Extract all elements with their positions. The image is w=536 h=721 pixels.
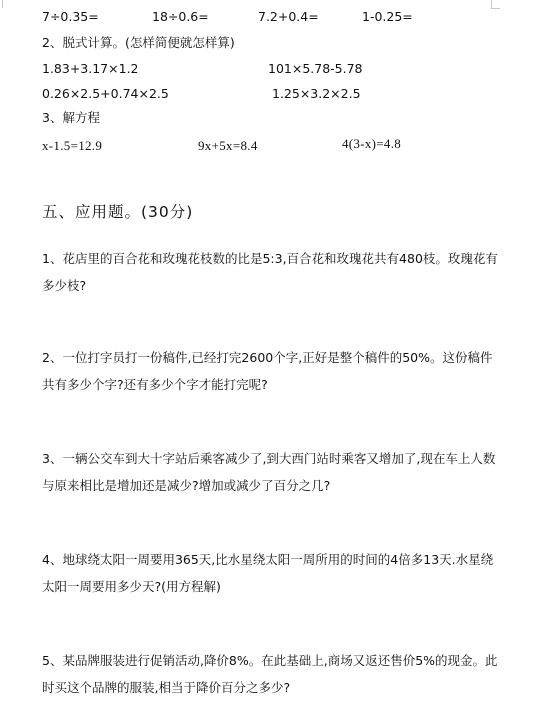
section-5-title: 五、应用题。(30分) — [42, 203, 194, 221]
word-problem-3: 3、一辆公交车到大十字站后乘客减少了,到大西门站时乘客又增加了,现在车上人数与原来相比是增加还是减少?增加或减少了百分之几? — [42, 451, 496, 493]
q2-heading: 2、脱式计算。(怎样简便就怎样算) — [42, 35, 235, 50]
page-corner-mark-right-horizontal — [491, 8, 500, 9]
equation-1: x-1.5=12.9 — [42, 138, 103, 153]
q3-heading: 3、解方程 — [42, 110, 100, 125]
word-problem-2: 2、一位打字员打一份稿件,已经打完2600个字,正好是整个稿件的50%。这份稿件共有多少个字?还有多少个字才能打完呢? — [42, 350, 493, 392]
q2-expr-4: 1.25×3.2×2.5 — [272, 86, 361, 101]
page-corner-mark-left — [2, 0, 3, 8]
word-problem-4: 4、地球绕太阳一周要用365天,比水星绕太阳一周所用的时间的4倍多13天.水星绕太阳一周要用多少天?(用方程解) — [42, 552, 494, 594]
q2-expr-1: 1.83+3.17×1.2 — [42, 61, 139, 76]
calc-7.2-plus-0.4: 7.2+0.4= — [258, 9, 319, 24]
page-corner-mark-right — [491, 0, 492, 8]
q2-expr-3: 0.26×2.5+0.74×2.5 — [42, 86, 169, 101]
word-problem-1: 1、花店里的百合花和玫瑰花枝数的比是5:3,百合花和玫瑰花共有480枝。玫瑰花有多少枝? — [42, 251, 498, 293]
calc-7-div-0.35: 7÷0.35= — [42, 9, 99, 24]
equation-3: 4(3-x)=4.8 — [342, 136, 402, 151]
calc-1-minus-0.25: 1-0.25= — [362, 9, 413, 24]
word-problem-5: 5、某品牌服装进行促销活动,降价8%。在此基础上,商场又返还售价5%的现金。此时买这个品牌的服装,相当于降价百分之多少? — [42, 653, 498, 695]
calc-18-div-0.6: 18÷0.6= — [152, 9, 209, 24]
q2-expr-2: 101×5.78-5.78 — [268, 61, 363, 76]
equation-2: 9x+5x=8.4 — [198, 138, 258, 153]
